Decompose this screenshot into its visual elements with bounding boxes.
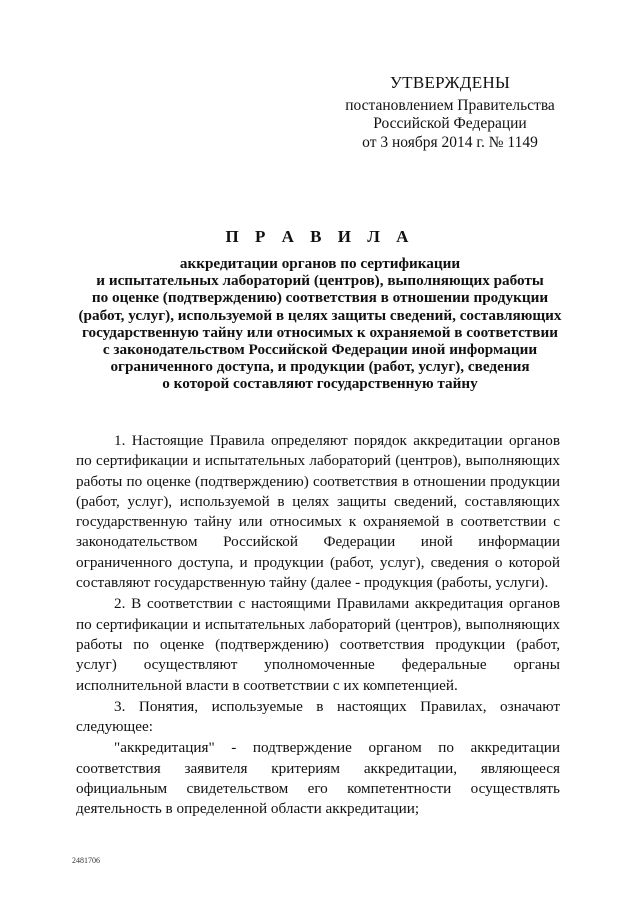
title-line: государственную тайну или относимых к охраняемой в соответствии <box>82 323 558 341</box>
approval-heading: УТВЕРЖДЕНЫ <box>389 73 511 92</box>
document-code: 2481706 <box>72 856 100 865</box>
approval-line-date: от 3 ноября 2014 г. № 1149 <box>362 133 538 151</box>
paragraph-3: 3. Понятия, используемые в настоящих Правилах, означают следующее: <box>76 697 560 736</box>
title-line: ограниченного доступа, и продукции (работ, услуг), сведения <box>110 358 530 376</box>
title-line: аккредитации органов по сертификации <box>179 255 461 272</box>
paragraph-definition: "аккредитация" - подтверждение органом по аккредитации соответствия заявителя критериям аккредитации, являющееся официальным свидетельством его компетентности осуществлять деятельность в определенной области аккредитации; <box>76 739 560 818</box>
title-line: с законодательством Российской Федерации иной информации <box>102 341 538 359</box>
paragraph-2: 2. В соответствии с настоящими Правилами аккредитация органов по сертификации и испытательных лабораторий (центров), выполняющих работы по оценке (подтверждению) соответствия продукции (работ, услуг) осуществляют уполномоченные федеральные органы исполнительной власти в соответствии с их компетенцией. <box>76 595 560 694</box>
document-body <box>76 431 560 821</box>
document-title <box>60 226 580 393</box>
title-line: и испытательных лабораторий (центров), выполняющих работы <box>96 272 544 290</box>
approval-stamp <box>330 74 570 152</box>
title-line: (работ, услуг), используемой в целях защиты сведений, составляющих <box>78 306 562 324</box>
title-main: П Р А В И Л А <box>225 227 415 246</box>
approval-line-resolution: постановлением Правительства <box>345 96 555 114</box>
title-line: по оценке (подтверждению) соответствия в отношении продукции <box>91 289 549 307</box>
paragraph-1: 1. Настоящие Правила определяют порядок аккредитации органов по сертификации и испытательных лабораторий (центров), выполняющих работы по оценке (подтверждению) соответствия в отношении продукции (работ, услуг), используемой в целях защиты сведений, составляющих государственную тайну или относимых к охраняемой в соответствии с законодательством Российской Федерации иной информации ограниченного доступа, и продукции (работ, услуг), сведения о которой составляют государственную тайну (далее - продукция (работы, услуги). <box>76 432 560 592</box>
title-line: о которой составляют государственную тайну <box>162 375 478 393</box>
approval-line-federation: Российской Федерации <box>373 115 527 132</box>
